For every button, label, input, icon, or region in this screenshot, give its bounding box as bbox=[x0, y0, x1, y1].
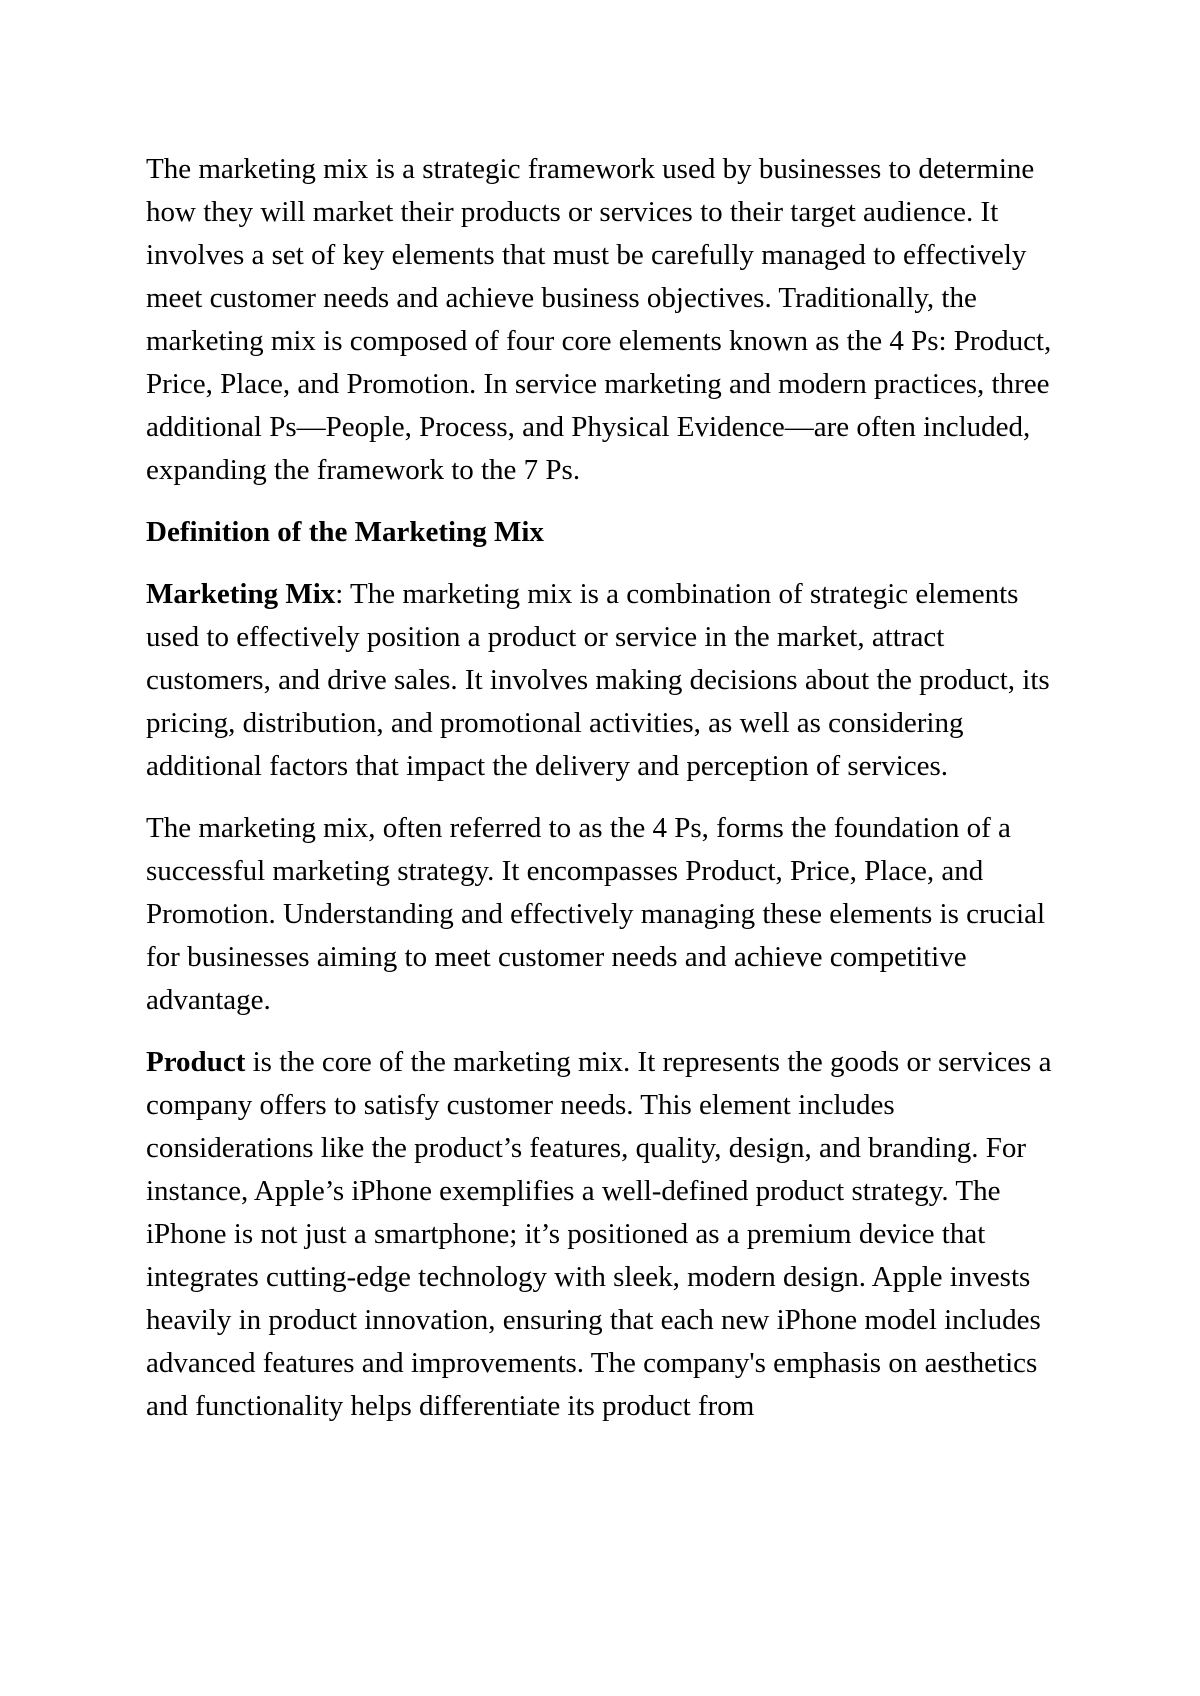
section-heading: Definition of the Marketing Mix bbox=[146, 516, 544, 548]
definition-text: : The marketing mix is a combination of strategic elements used to effectively position a product or service in the market, attract customers, and drive sales. It involves making decisions about the product, its pricing, distribution, and promotional activities, as well as considering additional factors that impact the delivery and perception of services. bbox=[146, 578, 1050, 782]
intro-paragraph: The marketing mix is a strategic framework used by businesses to determine how they will market their products or services to their target audience. It involves a set of key elements that must be carefully managed to effectively meet customer needs and achieve business objectives. Traditionally, the marketing mix is composed of four core elements known as the 4 Ps: Product, Price, Place, and Promotion. In service marketing and modern practices, three additional Ps—People, Process, and Physical Evidence—are often included, expanding the framework to the 7 Ps. bbox=[146, 153, 1052, 486]
definition-term: Marketing Mix bbox=[146, 578, 336, 610]
product-paragraph bbox=[146, 1041, 1066, 1428]
foundation-paragraph: The marketing mix, often referred to as the 4 Ps, forms the foundation of a successful marketing strategy. It encompasses Product, Price, Place, and Promotion. Understanding and effectively managing these elements is crucial for businesses aiming to meet customer needs and achieve competitive advantage. bbox=[146, 812, 1046, 1016]
document-body bbox=[146, 148, 1066, 1447]
product-text: is the core of the marketing mix. It represents the goods or services a company offers to satisfy customer needs. This element includes considerations like the product’s features, quality, design, and branding. For instance, Apple’s iPhone exemplifies a well-defined product strategy. The iPhone is not just a smartphone; it’s positioned as a premium device that integrates cutting-edge technology with sleek, modern design. Apple invests heavily in product innovation, ensuring that each new iPhone model includes advanced features and improvements. The company's emphasis on aesthetics and functionality helps differentiate its product from bbox=[146, 1046, 1052, 1422]
definition-paragraph bbox=[146, 573, 1066, 788]
product-term: Product bbox=[146, 1046, 246, 1078]
